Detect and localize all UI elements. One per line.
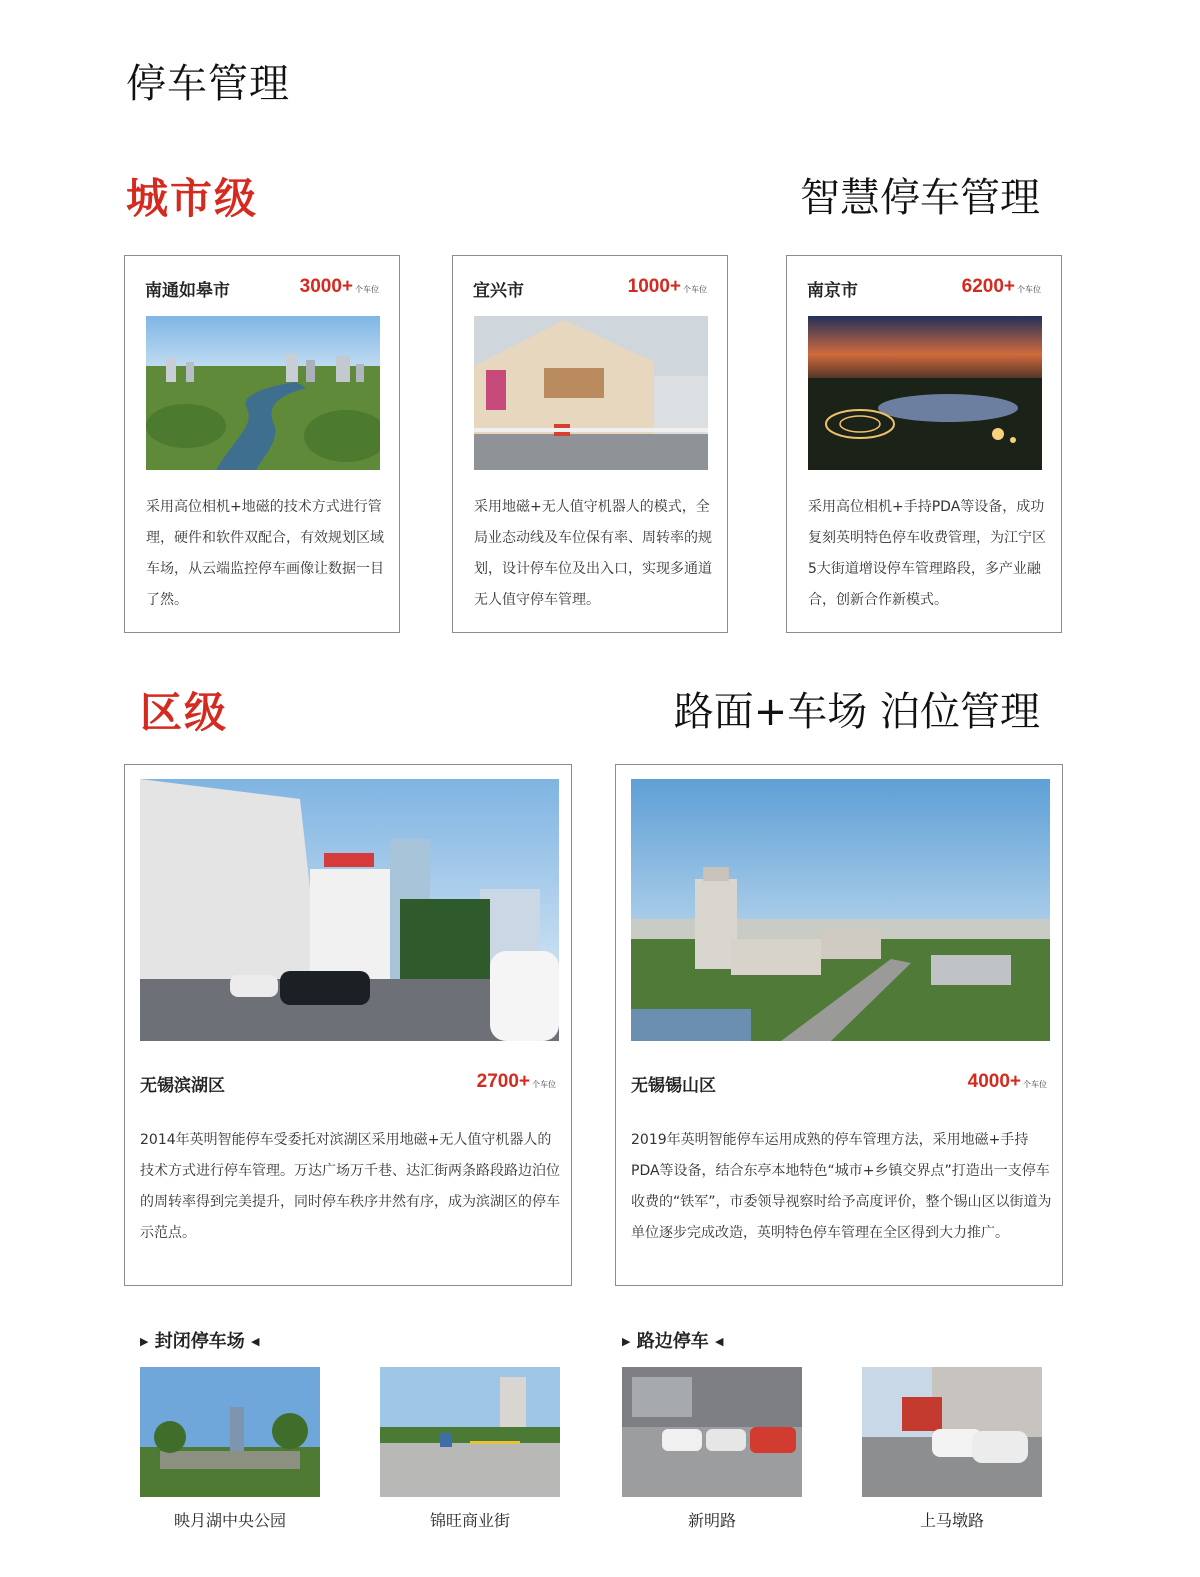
thumb-caption: 锦旺商业街 bbox=[429, 1511, 510, 1530]
card-description: 采用高位相机+地磁的技术方式进行管理，硬件和软件双配合，有效规划区域车场，从云端监控停车画像让数据一目了然。 bbox=[146, 499, 384, 608]
city-level-subtitle: 智慧停车管理 bbox=[800, 175, 1040, 221]
parking-count: 3000+ 个车位 bbox=[299, 276, 379, 297]
triangle-right-icon: ▶ bbox=[140, 1335, 149, 1348]
card-description: 采用高位相机+手持PDA等设备，成功复刻英明特色停车收费管理，为江宁区5大街道增设停车管理路段，多产业融合，创新合作新模式。 bbox=[808, 499, 1046, 608]
city-card-nanjing bbox=[786, 255, 1062, 633]
jinwang-street-photo bbox=[380, 1367, 560, 1497]
city-card-yixing bbox=[452, 255, 728, 633]
roadside-parking-heading: ▶ 路边停车 ◀ bbox=[622, 1331, 724, 1352]
yingyuehu-park-photo bbox=[140, 1367, 320, 1497]
parking-count: 2700+ 个车位 bbox=[476, 1071, 556, 1092]
district-level-subtitle: 路面+车场 泊位管理 bbox=[673, 689, 1040, 735]
card-name: 南通如皋市 bbox=[145, 281, 230, 301]
parking-count: 1000+ 个车位 bbox=[627, 276, 707, 297]
district-card-xishan bbox=[615, 764, 1063, 1286]
city-level-label: 城市级 bbox=[126, 174, 259, 223]
card-name: 无锡锡山区 bbox=[631, 1076, 716, 1096]
triangle-left-icon: ◀ bbox=[251, 1335, 260, 1348]
shangmadun-road-photo bbox=[862, 1367, 1042, 1497]
card-description: 2014年英明智能停车受委托对滨湖区采用地磁+无人值守机器人的技术方式进行停车管理。万达广场万千巷、达汇街两条路段路边泊位的周转率得到完美提升，同时停车秩序井然有序，成为滨湖区的停车示范点。 bbox=[140, 1132, 560, 1241]
city-card-rugao bbox=[124, 255, 400, 633]
thumb-caption: 映月湖中央公园 bbox=[173, 1511, 286, 1530]
closed-parking-heading: ▶ 封闭停车场 ◀ bbox=[140, 1331, 260, 1352]
district-card-binhu bbox=[124, 764, 572, 1286]
card-description: 采用地磁+无人值守机器人的模式，全局业态动线及车位保有率、周转率的规划，设计停车位及出入口，实现多通道无人值守停车管理。 bbox=[474, 499, 712, 608]
district-level-label: 区级 bbox=[140, 688, 229, 737]
parking-count: 6200+ 个车位 bbox=[961, 276, 1041, 297]
yixing-mall-photo bbox=[474, 316, 708, 470]
thumb-caption: 新明路 bbox=[687, 1511, 736, 1530]
triangle-left-icon: ◀ bbox=[715, 1335, 724, 1348]
nanjing-night-photo bbox=[808, 316, 1042, 470]
rugao-aerial-photo bbox=[146, 316, 380, 470]
parking-count: 4000+ 个车位 bbox=[967, 1071, 1047, 1092]
xishan-aerial-photo bbox=[631, 779, 1050, 1041]
card-name: 宜兴市 bbox=[473, 281, 524, 301]
binhu-street-photo bbox=[140, 779, 559, 1041]
triangle-right-icon: ▶ bbox=[622, 1335, 631, 1348]
card-name: 南京市 bbox=[807, 281, 858, 301]
card-description: 2019年英明智能停车运用成熟的停车管理方法，采用地磁+手持PDA等设备，结合东亭本地特色“城市+乡镇交界点”打造出一支停车收费的“铁军”，市委领导视察时给予高度评价，整个锡山区以街道为单位逐步完成改造，英明特色停车管理在全区得到大力推广。 bbox=[631, 1132, 1052, 1241]
xinming-road-photo bbox=[622, 1367, 802, 1497]
card-name: 无锡滨湖区 bbox=[140, 1076, 225, 1096]
thumb-caption: 上马墩路 bbox=[919, 1511, 984, 1530]
page-title: 停车管理 bbox=[126, 61, 290, 107]
